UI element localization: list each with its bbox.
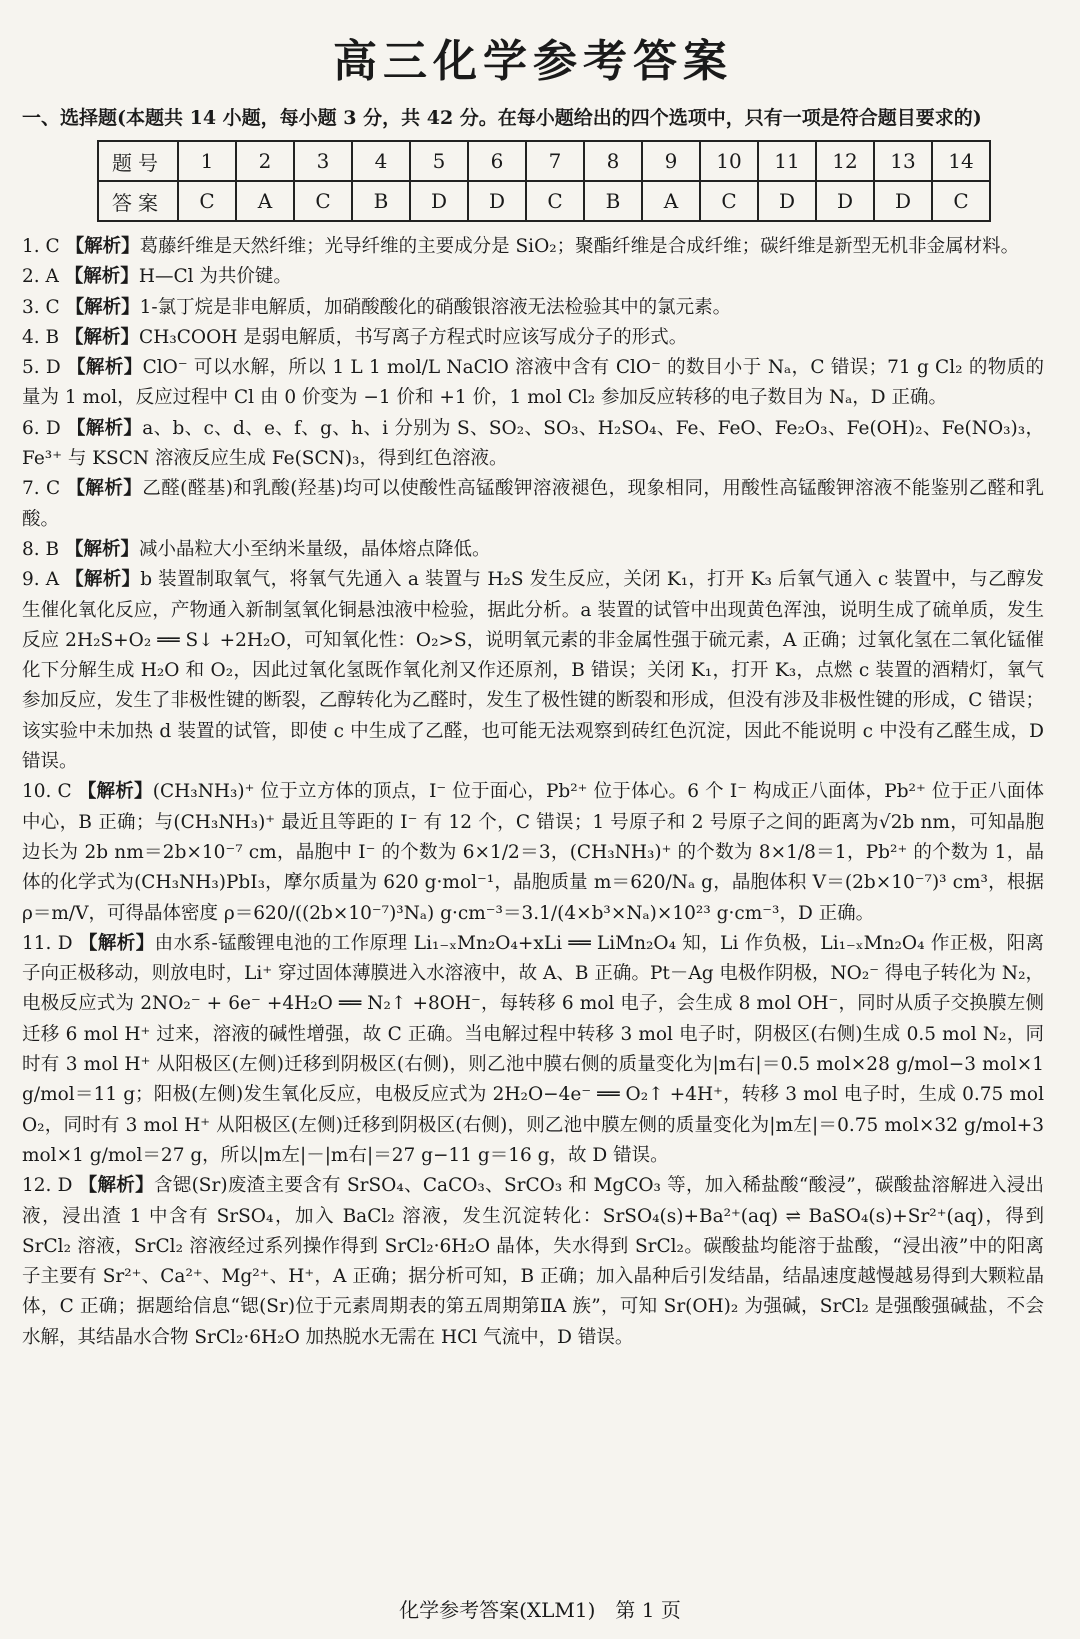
answer-cell: C [700,181,758,221]
answer-cell: D [410,181,468,221]
question-number: 10 [700,141,758,181]
page-footer: 化学参考答案(XLM1) 第 1 页 [399,1598,681,1622]
question-number: 6 [468,141,526,181]
item-number: 7. C [22,478,61,500]
question-number: 14 [932,141,990,181]
item-text: CH₃COOH 是弱电解质，书写离子方程式时应该写成分子的形式。 [139,326,688,348]
question-number: 1 [178,141,236,181]
explanation-item [22,353,1044,414]
item-tag: 【解析】 [77,781,153,803]
item-number: 8. B [22,538,60,560]
answer-cell: A [642,181,700,221]
item-tag: 【解析】 [66,417,143,439]
explanation-item [22,293,1044,323]
item-tag: 【解析】 [65,236,140,257]
item-text: 乙醛(醛基)和乳酸(羟基)均可以使酸性高锰酸钾溶液褪色，现象相同，用酸性高锰酸钾溶液不能鉴别乙醛和乳酸。 [22,478,1044,530]
item-tag: 【解析】 [78,932,155,954]
item-number: 5. D [22,357,61,379]
item-text: 由水系-锰酸锂电池的工作原理 Li₁₋ₓMn₂O₄+xLi ══ LiMn₂O₄ 知，Li 作负极，Li₁₋ₓMn₂O₄ 作正极，阳离子向正极移动，则放电时，Li⁺ 穿过固体薄膜进入水溶液中，故 A、B 正确。Pt－Ag 电极作阴极，NO₂⁻ 得电子转化为 N₂，电极反应式为 2NO₂⁻ + 6e⁻ +4H₂O ══ N₂↑ +8OH⁻，每转移 6 mol 电子，会生成 8 mol OH⁻，同时从质子交换膜左侧迁移 6 mol H⁺ 过来，溶液的碱性增强，故 C 正确。当电解过程中转移 3 mol 电子时，阴极区(右侧)生成 0.5 mol N₂，同时有 3 mol H⁺ 从阳极区(左侧)迁移到阴极区(右侧)，则乙池中膜右侧的质量变化为|m右|＝0.5 mol×28 g/mol−3 mol×1 g/mol＝11 g；阳极(左侧)发生氧化反应，电极反应式为 2H₂O−4e⁻ ══ O₂↑ +4H⁺，转移 3 mol 电子时，生成 0.75 mol O₂，同时有 3 mol H⁺ 从阳极区(左侧)迁移到阴极区(右侧)，则乙池中膜左侧的质量变化为|m左|＝0.75 mol×32 g/mol+3 mol×1 g/mol＝27 g，所以|m左|－|m右|＝27 g−11 g＝16 g，故 D 错误。 [22,932,1044,1166]
answer-cell: C [932,181,990,221]
question-number: 3 [294,141,352,181]
item-tag: 【解析】 [78,1175,154,1197]
question-number: 12 [816,141,874,181]
item-text: a、b、c、d、e、f、g、h、i 分别为 S、SO₂、SO₃、H₂SO₄、Fe、FeO、Fe₂O₃、Fe(OH)₂、Fe(NO₃)₃，Fe³⁺ 与 KSCN 溶液反应生成 Fe(SCN)₃，得到红色溶液。 [22,417,1044,470]
answer-cell: D [758,181,816,221]
item-text: ClO⁻ 可以水解，所以 1 L 1 mol/L NaClO 溶液中含有 ClO⁻ 的数目小于 Nₐ，C 错误；71 g Cl₂ 的物质的量为 1 mol，反应过程中 Cl 由 0 价变为 −1 价和 +1 价，1 mol Cl₂ 参加反应转移的电子数目为 Nₐ，D 正确。 [22,357,1044,409]
item-number: 9. A [22,569,60,591]
answer-cell: D [816,181,874,221]
answer-cell: D [874,181,932,221]
section-heading: 一、选择题(本题共 14 小题，每小题 3 分，共 42 分。在每小题给出的四个选项中，只有一项是符合题目要求的) [22,107,982,129]
question-number: 8 [584,141,642,181]
answer-cell: C [526,181,584,221]
row-label-number: 题号 [98,141,178,181]
item-tag: 【解析】 [66,478,143,500]
answer-table [97,140,991,222]
answer-cell: C [178,181,236,221]
answer-cell: C [294,181,352,221]
item-text: 含锶(Sr)废渣主要含有 SrSO₄、CaCO₃、SrCO₃ 和 MgCO₃ 等，加入稀盐酸“酸浸”，碳酸盐溶解进入浸出液，浸出渣 1 中含有 SrSO₄，加入 BaCl₂ 溶液，发生沉淀转化：SrSO₄(s)+Ba²⁺(aq) ⇌ BaSO₄(s)+Sr²⁺(aq)，得到 SrCl₂ 溶液，SrCl₂ 溶液经过系列操作得到 SrCl₂·6H₂O 晶体，失水得到 SrCl₂。碳酸盐均能溶于盐酸，“浸出液”中的阳离子主要有 Sr²⁺、Ca²⁺、Mg²⁺、H⁺，A 正确；据分析可知，B 正确；加入晶种后引发结晶，结晶速度越慢越易得到大颗粒晶体，C 正确；据题给信息“锶(Sr)位于元素周期表的第五周期第ⅡA 族”，可知 Sr(OH)₂ 为强碱，SrCl₂ 是强酸强碱盐，不会水解，其结晶水合物 SrCl₂·6H₂O 加热脱水无需在 HCl 气流中，D 错误。 [22,1175,1044,1348]
item-text: 减小晶粒大小至纳米量级，晶体熔点降低。 [139,538,491,560]
explanation-item [22,414,1044,475]
explanation-item [22,1171,1044,1353]
question-number-row [98,141,990,181]
question-number: 9 [642,141,700,181]
item-tag: 【解析】 [64,266,139,288]
item-number: 3. C [22,296,60,318]
explanation-item [22,565,1044,777]
explanation-item [22,323,1044,353]
item-number: 1. C [22,236,60,257]
item-number: 6. D [22,417,61,439]
explanation-item [22,777,1044,928]
item-tag: 【解析】 [65,538,140,560]
explanation-item [22,262,1044,292]
explanation-item [22,535,1044,565]
explanation-item [22,929,1044,1171]
explanation-list [22,232,1044,1353]
page-title: 高三化学参考答案 [333,36,733,87]
item-number: 12. D [22,1175,73,1197]
item-number: 2. A [22,266,59,288]
item-text: b 装置制取氧气，将氧气先通入 a 装置与 H₂S 发生反应，关闭 K₁，打开 K₃ 后氧气通入 c 装置中，与乙醇发生催化氧化反应，产物通入新制氢氧化铜悬浊液中检验，据此分析。a 装置的试管中出现黄色浑浊，说明生成了硫单质，发生反应 2H₂S+O₂ ══ S↓ +2H₂O，可知氧化性：O₂>S，说明氧元素的非金属性强于硫元素，A 正确；过氧化氢在二氧化锰催化下分解生成 H₂O 和 O₂，因此过氧化氢既作氧化剂又作还原剂，B 错误；关闭 K₁，打开 K₃，点燃 c 装置的酒精灯，氧气参加反应，发生了非极性键的断裂，乙醇转化为乙醛时，发生了极性键的断裂和形成，但没有涉及非极性键的形成，C 错误；该实验中未加热 d 装置的试管，即使 c 中生成了乙醛，也可能无法观察到砖红色沉淀，因此不能说明 c 中没有乙醛生成，D 错误。 [22,569,1044,773]
explanation-item [22,232,1044,262]
item-number: 4. B [22,326,60,348]
item-tag: 【解析】 [65,569,141,591]
item-text: 1-氯丁烷是非电解质，加硝酸酸化的硝酸银溶液无法检验其中的氯元素。 [139,296,732,318]
item-tag: 【解析】 [67,357,143,379]
question-number: 13 [874,141,932,181]
question-number: 4 [352,141,410,181]
item-number: 10. C [22,781,72,803]
answer-cell: A [236,181,294,221]
item-text: 葛藤纤维是天然纤维；光导纤维的主要成分是 SiO₂；聚酯纤维是合成纤维；碳纤维是新型无机非金属材料。 [139,236,1020,257]
answer-cell: B [352,181,410,221]
question-number: 5 [410,141,468,181]
answer-cell: B [584,181,642,221]
item-text: (CH₃NH₃)⁺ 位于立方体的顶点，I⁻ 位于面心，Pb²⁺ 位于体心。6 个 I⁻ 构成正八面体，Pb²⁺ 位于正八面体中心，B 正确；与(CH₃NH₃)⁺ 最近且等距的 I⁻ 有 12 个，C 错误；1 号原子和 2 号原子之间的距离为√2b nm，可知晶胞边长为 2b nm＝2b×10⁻⁷ cm，晶胞中 I⁻ 的个数为 6×1/2＝3，(CH₃NH₃)⁺ 的个数为 8×1/8＝1，Pb²⁺ 的个数为 1，晶体的化学式为(CH₃NH₃)PbI₃，摩尔质量为 620 g·mol⁻¹，晶胞质量 m＝620/Nₐ g，晶胞体积 V＝(2b×10⁻⁷)³ cm³，根据 ρ＝m/V，可得晶体密度 ρ＝620/((2b×10⁻⁷)³Nₐ) g·cm⁻³＝3.1/(4×b³×Nₐ)×10²³ g·cm⁻³，D 正确。 [22,781,1044,924]
question-number: 7 [526,141,584,181]
question-number: 2 [236,141,294,181]
row-label-answer: 答案 [98,181,178,221]
answer-row [98,181,990,221]
item-text: H—Cl 为共价键。 [138,266,292,288]
item-tag: 【解析】 [65,326,140,348]
question-number: 11 [758,141,816,181]
item-tag: 【解析】 [65,296,140,318]
explanation-item [22,474,1044,535]
answer-cell: D [468,181,526,221]
item-number: 11. D [22,932,73,954]
